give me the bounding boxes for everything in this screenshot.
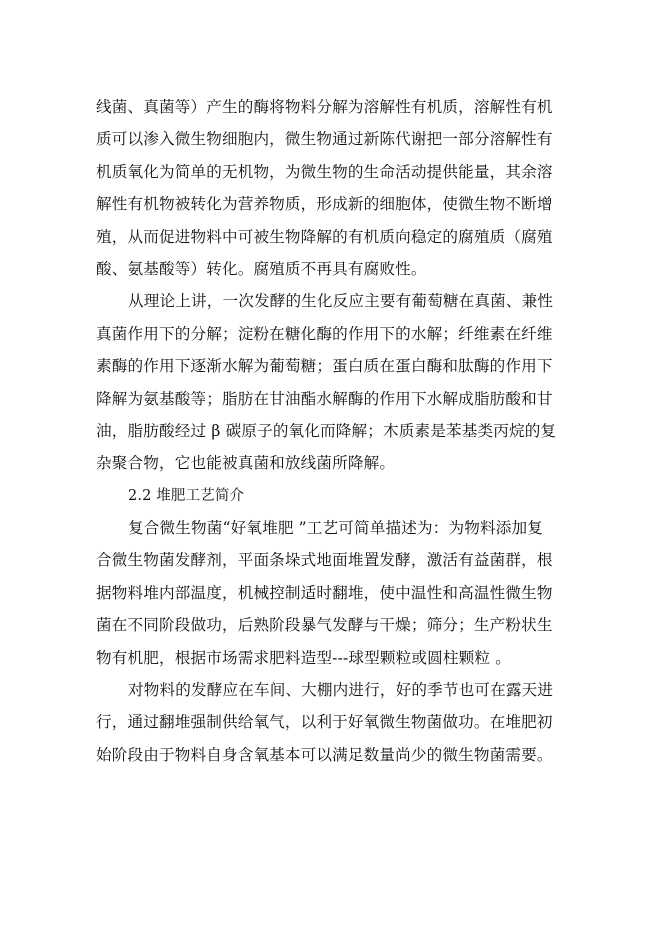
text-line: 从理论上讲，一次发酵的生化反应主要有葡萄糖在真菌、兼性	[128, 292, 554, 311]
section-heading-2-2	[96, 480, 554, 512]
text-line: 始阶段由于物料自身含氧基本可以满足数量尚少的微生物菌需要。	[96, 745, 553, 764]
text-line: 殖，从而促进物料中可被生物降解的有机质向稳定的腐殖质（腐殖	[96, 227, 553, 246]
text-line: 真菌作用下的分解；淀粉在糖化酶的作用下的水解；纤维素在纤维	[96, 324, 553, 343]
text-line: 线菌、真菌等）产生的酶将物料分解为溶解性有机质，溶解性有机	[96, 98, 553, 116]
document-page	[96, 91, 557, 771]
text-line: 合微生物菌发酵剂，平面条垛式地面堆置发酵，激活有益菌群，根	[96, 551, 553, 570]
text-line: 对物料的发酵应在车间、大棚内进行，好的季节也可在露天进	[128, 681, 554, 700]
text-line: 据物料堆内部温度，机械控制适时翻堆，使中温性和高温性微生物	[96, 583, 553, 602]
paragraph-decomposition-continued	[96, 91, 554, 285]
text-line: 素酶的作用下逐渐水解为葡萄糖；蛋白质在蛋白酶和肽酶的作用下	[96, 357, 553, 376]
paragraph-fermentation-site	[96, 674, 554, 771]
heading-text: 2.2 堆肥工艺简介	[128, 487, 245, 504]
text-line: 降解为氨基酸等；脂肪在甘油酯水解酶的作用下水解成脂肪酸和甘	[96, 389, 553, 408]
text-line: 解性有机物被转化为营养物质，形成新的细胞体，使微生物不断增	[96, 195, 553, 214]
text-line: 油，脂肪酸经过 β 碳原子的氧化而降解；木质素是苯基类丙烷的复	[96, 421, 557, 440]
text-line: 复合微生物菌“好氧堆肥 ”工艺可简单描述为：为物料添加复	[128, 519, 543, 538]
text-line: 行，通过翻堆强制供给氧气，以利于好氧微生物菌做功。在堆肥初	[96, 713, 553, 732]
text-line: 物有机肥，根据市场需求肥料造型---球型颗粒或圆柱颗粒 。	[96, 648, 511, 667]
text-line: 机质氧化为简单的无机物，为微生物的生命活动提供能量，其余溶	[96, 162, 553, 181]
text-line: 酸、氨基酸等）转化。腐殖质不再具有腐败性。	[96, 259, 427, 278]
text-line: 杂聚合物，它也能被真菌和放线菌所降解。	[96, 454, 396, 473]
text-line: 菌在不同阶段做功，后熟阶段暴气发酵与干燥；筛分；生产粉状生	[96, 616, 553, 635]
paragraph-composting-process	[96, 512, 554, 674]
text-line: 质可以渗入微生物细胞内，微生物通过新陈代谢把一部分溶解性有	[96, 130, 553, 149]
paragraph-fermentation-theory	[96, 285, 557, 479]
